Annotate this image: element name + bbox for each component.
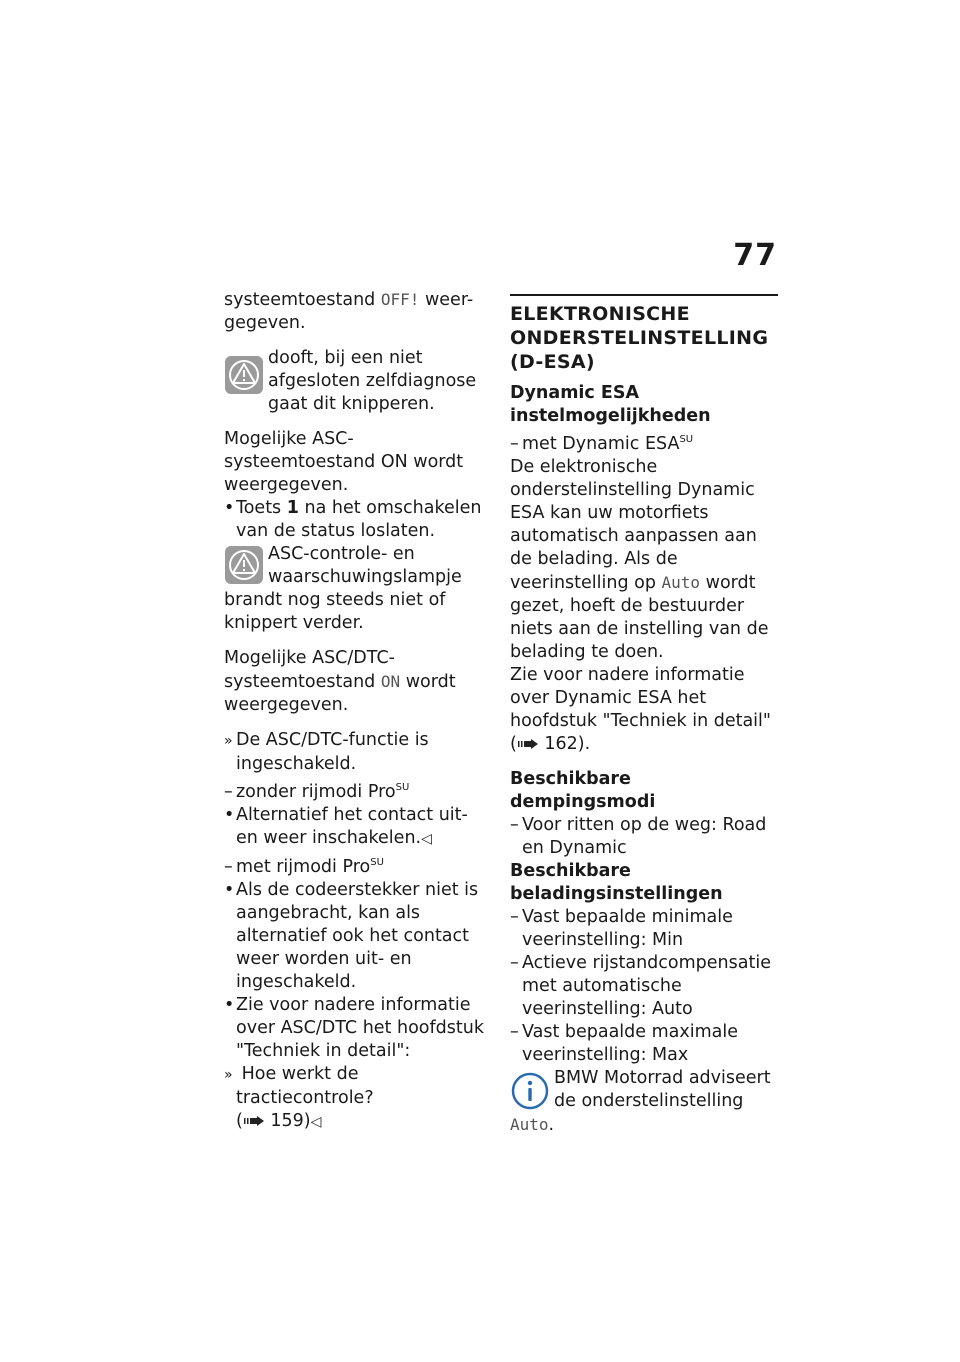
warning-block [224, 543, 490, 635]
variant-label: – met rijmodi Pro$^{SU}$ [224, 851, 490, 879]
warning-block [224, 347, 490, 416]
page-number: 77 [733, 238, 777, 273]
list-item: • Als de codeerstekker niet is aangebracht, kan als alternatief ook het contact weer worden uit- en ingeschakeld. [224, 879, 490, 994]
right-column [510, 288, 778, 1137]
subheading: Beschikbare dempingsmodi [510, 768, 656, 812]
crossref-link: 162). [544, 733, 591, 754]
setting-code: Auto [510, 1114, 549, 1134]
warning-lamp-icon [224, 355, 264, 395]
subheading: Dynamic ESA instelmogelijkheden [510, 383, 711, 426]
paragraph: systeemtoestand OFF! weer-gegeven. [224, 290, 474, 333]
info-icon [510, 1071, 550, 1111]
list-item: – Vast bepaalde maximale veerinstelling: Max [510, 1021, 778, 1067]
info-block: BMW Motorrad adviseert de onderstelinstelling Auto. [510, 1067, 771, 1135]
crossref-link: Hoe werkt de tractiecontrole? [236, 1063, 374, 1108]
list-item: – Voor ritten op de weg: Road en Dynamic [510, 814, 778, 860]
setting-code: Auto [661, 572, 701, 592]
page-ref-arrow-icon [517, 738, 539, 750]
paragraph: De elektronische onderstelinstelling Dynamic ESA kan uw motorfiets automatisch aanpassen aan de belading. Als de veerinstelling op Auto wordt gezet, hoeft de bestuurder niets aan de instelling van de belading te doen. [510, 456, 769, 662]
result-item: » De ASC/DTC-functie is ingeschakeld. [224, 729, 490, 776]
subheading: Beschikbare beladingsinstellingen [510, 860, 723, 904]
warning-lamp-icon [224, 545, 264, 585]
result-item[interactable]: » Hoe werkt de tractiecontrole? ( 159)◁ [224, 1063, 490, 1134]
status-code: OFF! [380, 290, 420, 309]
end-mark: ◁ [421, 830, 432, 847]
list-item: • Alternatief het contact uit- en weer inschakelen.◁ [224, 804, 490, 851]
status-code: ON [380, 672, 401, 691]
variant-label: – zonder rijmodi Pro$^{SU}$ [224, 776, 490, 804]
page-ref-arrow-icon [243, 1115, 265, 1127]
variant-label: – met Dynamic $ESA^{SU}$ [510, 428, 778, 456]
warning-text: dooft, bij een niet afgesloten zelfdiagnose gaat dit knipperen. [268, 348, 477, 414]
paragraph: Mogelijke ASC-systeemtoestand ON wordt weergegeven. [224, 429, 464, 495]
list-item: – Actieve rijstandcompensatie met automatische veerinstelling: Auto [510, 952, 778, 1021]
list-item: – Vast bepaalde minimale veerinstelling: Min [510, 906, 778, 952]
left-column [224, 288, 490, 1134]
warning-text: ASC-controle- en waarschuwingslampje brandt nog steeds niet of knippert verder. [224, 544, 462, 633]
list-item: • Toets 1 na het omschakelen van de status loslaten. [224, 497, 490, 543]
list-item: • Zie voor nadere informatie over ASC/DTC het hoofdstuk "Techniek in detail": [224, 994, 490, 1063]
key-number: 1 [286, 498, 299, 518]
paragraph: Mogelijke ASC/DTC-systeemtoestand ON wordt weergegeven. [224, 648, 456, 715]
paragraph[interactable]: Zie voor nadere informatie over Dynamic ESA het hoofdstuk "Techniek in detail" ( 162). [510, 664, 771, 754]
info-text: BMW Motorrad adviseert de onderstelinstelling [554, 1067, 771, 1111]
section-heading: ELEKTRONISCHE ONDERSTELINSTELLING (D-ESA) [510, 294, 778, 374]
